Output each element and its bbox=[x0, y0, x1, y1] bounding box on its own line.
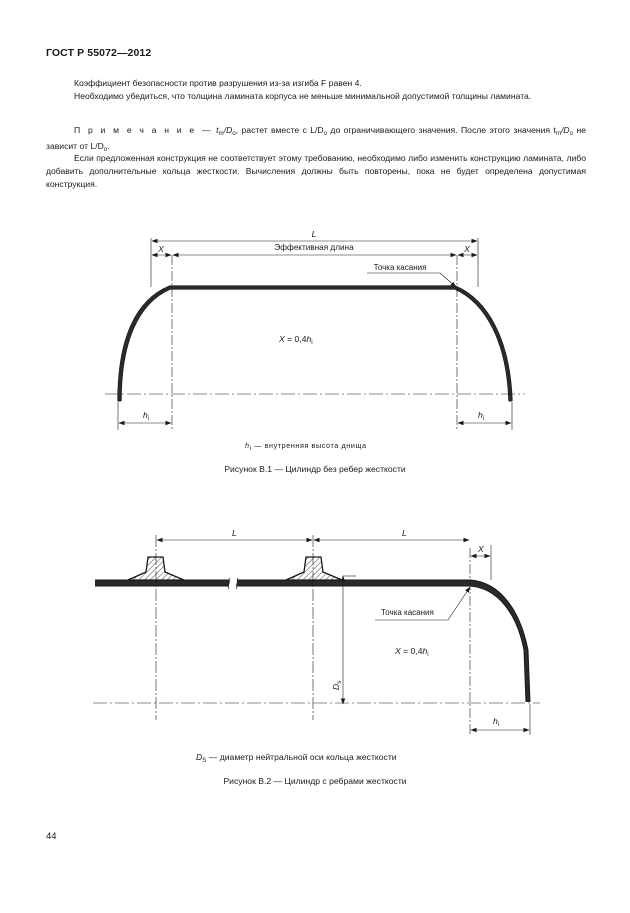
note-block: П р и м е ч а н и е — $t_m/D_o$, растет вместе с $L/D_o$ до ограничивающего значения. После этого значения $t_m/D_o$ не зависит от $L/D_o$. bbox=[46, 125, 586, 154]
figure-2-caption: Рисунок В.2 — Цилиндр с ребрами жесткости bbox=[223, 776, 407, 786]
stiffening-rib-2 bbox=[286, 557, 342, 580]
document-header: ГОСТ Р 55072—2012 bbox=[46, 47, 152, 59]
note-label: П р и м е ч а н и е — bbox=[74, 125, 213, 135]
label-X-left: X bbox=[158, 244, 164, 254]
page-number: 44 bbox=[46, 831, 57, 842]
label-L2: L bbox=[402, 528, 407, 538]
figure-2-drawing bbox=[93, 535, 540, 735]
paragraph-redesign: Если предложенная конструкция не соответствует этому требованию, необходимо либо изменить конструкцию ламината, либо добавить дополнительные кольца жесткости. Вычисления должны быть повторены, пока не будет определена допустимая конструкция. bbox=[46, 153, 586, 190]
figure-2-legend: $D_S$ — диаметр нейтральной оси кольца жесткости bbox=[196, 752, 397, 764]
figure-1-caption: Рисунок В.1 — Цилиндр без ребер жесткости bbox=[224, 464, 406, 474]
label-X-fig2: X bbox=[478, 544, 484, 554]
vessel-shell-outer bbox=[118, 286, 512, 401]
shell-band-head bbox=[237, 580, 530, 702]
shell-band bbox=[95, 580, 229, 586]
formula-X-fig2: $X = 0,4h_i$ bbox=[395, 646, 429, 658]
label-L1: L bbox=[232, 528, 237, 538]
vessel-shell-fill bbox=[118, 286, 512, 401]
label-hi-right: $h_i$ bbox=[478, 410, 485, 422]
paragraph-laminate-check: Необходимо убедиться, что толщина ламината корпуса не меньше минимальной допустимой толщины ламината. bbox=[74, 91, 532, 102]
formula-fig1-text: $X = 0,4h_i$ bbox=[279, 334, 313, 346]
label-hi-fig2: $h_i$ bbox=[493, 716, 500, 728]
label-L: L bbox=[311, 229, 317, 239]
vessel-shell-inner bbox=[121, 289, 509, 401]
figure-1-drawing bbox=[105, 229, 525, 430]
label-tangent-point-1: Точка касания bbox=[373, 263, 427, 272]
formula-X-fig1 bbox=[279, 334, 313, 346]
label-hi-left: $h_i$ bbox=[143, 410, 150, 422]
label-effective-length: Эффективная длина bbox=[274, 243, 354, 252]
label-tangent-point-2: Точка касания bbox=[381, 608, 434, 617]
label-X-right: X bbox=[464, 244, 470, 254]
figure-1-legend: $h_i$ — внутренняя высота днища bbox=[245, 441, 367, 452]
paragraph-safety-factor: Коэффициент безопасности против разрушения из-за изгиба F равен 4. bbox=[74, 78, 362, 88]
label-Ds-dim: $D_s$ bbox=[331, 680, 343, 690]
